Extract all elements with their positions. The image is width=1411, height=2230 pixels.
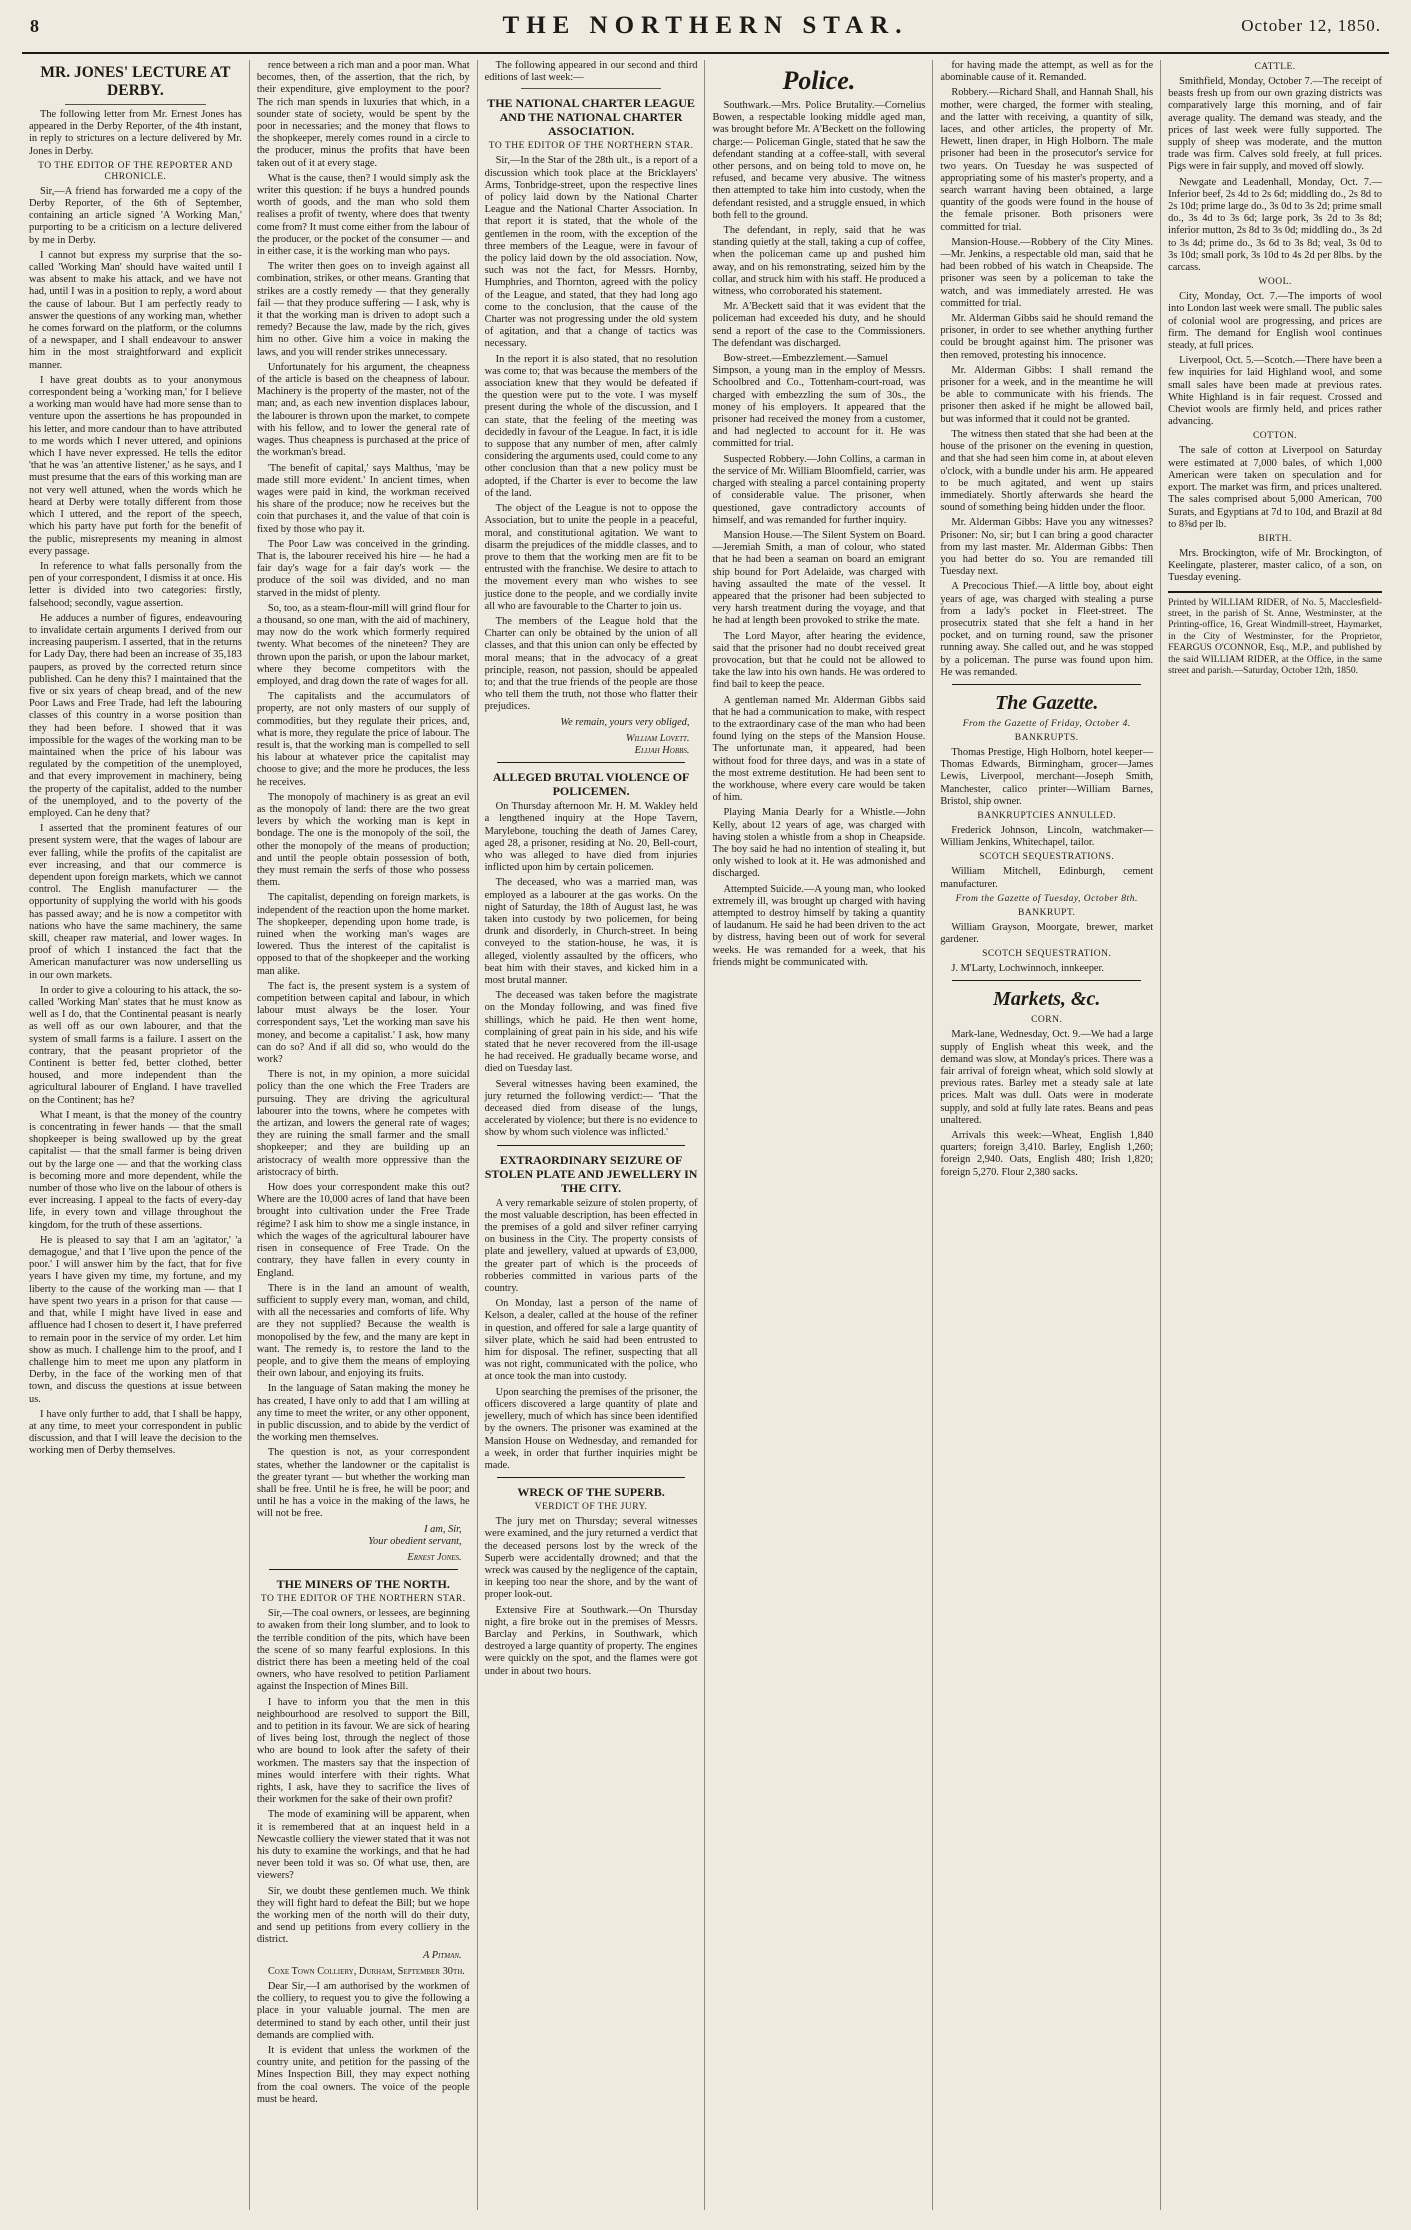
letter-address: TO THE EDITOR OF THE NORTHERN STAR. bbox=[260, 1594, 466, 1605]
subheading: VERDICT OF THE JURY. bbox=[534, 1502, 648, 1513]
paragraph: The witness then stated that she had been at the house of the prisoner on the evening in question, and that she had seen him come in, at about eleven o'clock, with a bundle under his arm. He appeared to be much agitated, and went up stairs immediately. Shortly afterwards she heard the sound of something being hidden under the floor. bbox=[940, 428, 1154, 514]
paragraph: The sale of cotton at Liverpool on Saturday were estimated at 7,000 bales, of which 1,000 American were taken on speculation and for export. The market was firm, and prices unaltered. The sales comprised about 5,000 American, 700 Surats, and Egyptians at 7d to 10d, and Brazil at 8d to 8⅝d per lb. bbox=[1168, 445, 1382, 530]
paragraph: for having made the attempt, as well as for the abominable cause of it. Remanded. bbox=[940, 60, 1154, 84]
printer-imprint: Printed by WILLIAM RIDER, of No. 5, Macclesfield-street, in the parish of St. Anne, Westminster, at the Printing-office, 16, Great Windmill-street, Haymarket, in the City of Westminster, for the Proprietor, FEARGUS O'CONNOR, Esq., M.P., and published by the said WILLIAM RIDER, at the Office, in the same street and parish.—Saturday, October 12th, 1850. bbox=[1168, 591, 1382, 677]
paragraph: Dear Sir,—I am authorised by the workmen of the colliery, to request you to give the following a place in your valuable journal. The men are determined to stand by each other, until their just demands are complied with. bbox=[256, 1981, 470, 2041]
paragraph: Mr. Alderman Gibbs: Have you any witnesses? Prisoner: No, sir; but I can bring a good character from my last master. Mr. Alderman Gibbs: Then you had better do so. You are remanded till Tuesday next. bbox=[940, 517, 1154, 578]
paragraph: Mansion-House.—Robbery of the City Mines.—Mr. Jenkins, a respectable old man, said that he had been robbed of his watch in Cheapside. The prisoner was seen by a policeman to take the watch, and was immediately arrested. He was committed for trial. bbox=[940, 236, 1154, 309]
paragraph: In the language of Satan making the money he has created, I have only to add that I am willing at any time to meet the writer, or any other opponent, in public discussion, and to abide by the verdict of the working men themselves. bbox=[256, 1383, 470, 1444]
letter-signatures: William Lovett. Elijah Hobbs. bbox=[625, 732, 690, 756]
column-4 bbox=[705, 60, 933, 2210]
paragraph: A Precocious Thief.—A little boy, about eight years of age, was charged with stealing a purse from a lady's pocket in Fleet-street. The prosecutrix stated that she felt a hand in her pocket, and on turning round, saw the prisoner running away. She called out, and he was stopped by a policeman. The purse was found upon him. He was remanded. bbox=[940, 581, 1154, 678]
paragraph: Playing Mania Dearly for a Whistle.—John Kelly, about 12 years of age, was charged with having stolen a whistle from a shop in Cheapside. The boy said he had no intention of stealing it, but only wished to look at it. He was admonished and discharged. bbox=[712, 807, 926, 880]
dateline: Coxe Town Colliery, Durham, September 30th. bbox=[267, 1965, 465, 1977]
paragraph: The Poor Law was conceived in the grinding. That is, the labourer received his hire — he had a fair day's wage for a fair day's work — the produce of the soil was divided, and no man starved in the midst of plenty. bbox=[256, 538, 470, 599]
paragraph: The writer then goes on to inveigh against all combination, strikes, or other means. Granting that strikes are a costly remedy — that they generally fail — that they produce suffering — I ask, why is it that the working man is driven to adopt such a remedy? Because the law, made by the rich, gives him no other. Give him a voice in making the laws, and you will render strikes unnecessary. bbox=[256, 261, 470, 358]
paragraph: I have great doubts as to your anonymous correspondent being a 'working man,' for I believe a working man would have had more sense than to venture upon the assertions he has propounded in his letter, and more candour than to have attributed to me words which I never uttered, and opinions which I have never expressed. He tells the editor 'that he was 'an attentive listener,' as he says, and I must presume that the ears of this working man are not very well attuned, when the words which he heard at Derby were totally different from those which I uttered, and the report of the speech, which his party have put forth for the benefit of the public, misrepresents my meaning in almost every passage. bbox=[29, 374, 242, 557]
gazette-date: From the Gazette of Tuesday, October 8th. bbox=[955, 893, 1138, 904]
letter-closing: We remain, yours very obliged, bbox=[560, 716, 690, 728]
headline-wreck-superb: WRECK OF THE SUPERB. bbox=[517, 1485, 665, 1500]
section-label: BANKRUPTCIES ANNULLED. bbox=[977, 810, 1117, 821]
paragraph: Bow-street.—Embezzlement.—Samuel Simpson, a young man in the employ of Messrs. Schoolbred and Co., Tottenham-court-road, was charged with embezzling the sum of 30s., the money of his employers. It appeared that the prisoner had received the money from a customer, and had neglected to account for it. He was committed for trial. bbox=[712, 353, 926, 450]
paragraph: I cannot but express my surprise that the so-called 'Working Man' should have waited until I was absent to make his attack, and we have not had, until I was in a position to reply, a word about the cause of labour. But I am perfectly ready to answer the questions of any working man, whether he comes forward on the platform, or the columns of a newspaper, and I shall endeavour to answer him in the most straightforward and explicit manner. bbox=[29, 249, 242, 371]
column-2 bbox=[250, 60, 478, 2210]
paragraph: City, Monday, Oct. 7.—The imports of wool into London last week were small. The public sales of colonial wool are progressing, and prices are firm. The demand for English wool continues steady, at full prices. bbox=[1168, 291, 1382, 352]
divider bbox=[269, 1569, 458, 1570]
paragraph: The monopoly of machinery is as great an evil as the monopoly of land: there are the two great levers by which the working man is kept in bondage. The one is the monopoly of the soil, the other the monopoly of the means of production; and until the people obtain possession of both, they must remain the serfs of those who possess them. bbox=[256, 791, 470, 889]
section-label: BANKRUPTS. bbox=[1014, 732, 1079, 743]
divider bbox=[497, 1145, 686, 1146]
paragraph: Sir,—In the Star of the 28th ult., is a report of a discussion which took place at the Bricklayers' Arms, Tonbridge-street, upon the respective lines of policy laid down by the National Charter League and the National Charter Association. In that report it is stated, that the whole of the gentlemen in the room, with the exception of the three members of the League, were in favour of the policy laid down by the old association. Now, such was not the fact, for Messrs. Hornby, Humphries, and Thornton, agreed with the policy of the League, and stated, that they had long ago come to the conclusion, that the cause of the Charter was not progressing under the old system of agitation, and that a change of tactics was necessary. bbox=[484, 155, 698, 350]
paragraph: What I meant, is that the money of the country is concentrating in fewer hands — that the small shopkeeper is being swallowed up by the great capitalist — that the small farmer is being driven out by the large one — and that the working class is becoming more and more dependent, while the number of those who live on the labour of others is ever increasing. I appeal to the facts of every-day life, in every town and village throughout the kingdom, for the truth of these assertions. bbox=[29, 1109, 242, 1231]
headline-police: Police. bbox=[782, 66, 856, 95]
paragraph: The object of the League is not to oppose the Association, but to unite the people in a peaceful, moral, and constitutional agitation. We want to disarm the prejudices of the middle classes, and to prove to them that the working men are fit to be entrusted with the franchise. We desire to attach to the movement every man who wishes to see justice done to the people, and we cordially invite all who are favourable to the Charter to join us. bbox=[484, 503, 698, 612]
paragraph: He is pleased to say that I am an 'agitator,' 'a demagogue,' and that I 'live upon the pence of the poor.' I will answer him by the fact, that for five years I have given my time, my fortune, and my liberty to the cause of the working man — that I have spent two years in a prison for that cause — and that, while I might have lived in ease and affluence had I chosen to desert it, I have preferred to remain poor in the service of my order. Let him show as much. I challenge him to the proof, and I challenge him to meet me upon any platform in Derby, in the face of the working men of that town, and discuss the questions at issue between us. bbox=[29, 1234, 242, 1405]
paragraph: rence between a rich man and a poor man. What becomes, then, of the assertion, that the rich, by their expenditure, give employment to the poor? The rich man spends in luxuries that which, in a sounder state of society, would be spent by the poor in necessaries; and the money that flows to the shopkeeper, merely comes round in a circle to the producer, minus the profits that have been taken out of it at every stage. bbox=[256, 60, 470, 169]
section-label: CATTLE. bbox=[1254, 62, 1296, 72]
paragraph: On Monday, last a person of the name of Kelson, a dealer, called at the house of the refiner in question, and offered for sale a large quantity of silver plate, which he said had been entrusted to him for disposal. The refiner, suspecting that all was not right, communicated with the police, who at once took the man into custody. bbox=[484, 1298, 698, 1383]
section-label: SCOTCH SEQUESTRATIONS. bbox=[979, 852, 1115, 863]
paragraph: 'The benefit of capital,' says Malthus, 'may be made still more evident.' In ancient times, when wages were paid in kind, the workman received his share of the produce; now he receives but the coin that purchases it, and the value of that coin is fixed by those who pay it. bbox=[256, 462, 470, 535]
paragraph: Upon searching the premises of the prisoner, the officers discovered a large quantity of plate and jewellery, much of which has since been identified by the owners. The prisoner was examined at the Mansion House on Wednesday, and remanded for a week, in order that further inquiries might be made. bbox=[484, 1386, 698, 1471]
headline-markets: Markets, &c. bbox=[993, 988, 1101, 1011]
newspaper-title: THE NORTHERN STAR. bbox=[502, 12, 909, 39]
divider bbox=[521, 88, 662, 89]
paragraph: The jury met on Thursday; several witnesses were examined, and the jury returned a verdict that the deceased persons lost by the wreck of the Superb were accidentally drowned; and that the wreck was caused by the negligence of the captain, in keeping too near the shore, and by the want of proper look-out. bbox=[484, 1516, 698, 1601]
paragraph: J. M'Larty, Lochwinnoch, innkeeper. bbox=[951, 963, 1105, 975]
paragraph: Arrivals this week:—Wheat, English 1,840 quarters; foreign 3,410. Barley, English 1,260; foreign 2,940. Oats, English 480; Irish 1,820; foreign 5,270. Flour 2,380 sacks. bbox=[940, 1130, 1154, 1178]
gazette-date: From the Gazette of Friday, October 4. bbox=[962, 718, 1131, 729]
paragraph: So, too, as a steam-flour-mill will grind flour for a thousand, so one man, with the aid of machinery, may now do the work which formerly required twenty. What becomes of the nineteen? They are thrown upon the parish, or upon the labour market, where they become competitors with the employed, and drag down the rate of wages for all. bbox=[256, 602, 470, 687]
paragraph: Liverpool, Oct. 5.—Scotch.—There have been a few inquiries for laid Highland wool, and some small sales have been made at previous rates. White Highland is in fair request. Crossed and Cheviot wools are firmly held, and prices rather advancing. bbox=[1168, 355, 1382, 428]
divider bbox=[497, 1477, 686, 1478]
paragraph: The mode of examining will be apparent, when it is remembered that at an inquest held in a Newcastle colliery the viewer stated that it was not his duty to examine the workings, and that he had never been told it was so. Of what use, then, are viewers? bbox=[256, 1809, 470, 1882]
section-label: BANKRUPT. bbox=[1018, 907, 1076, 918]
paragraph: In order to give a colouring to his attack, the so-called 'Working Man' states that he must know as well as I do, that the Continental peasant is nearly as well off as our own labourer, and that the system of small farms is a failure. I assert on the contrary, that the peasant proprietor of the Continent is better fed, better clothed, better housed, and more independent than the agricultural labourer of England. I have travelled on the Continent; has he? bbox=[29, 984, 242, 1106]
paragraph: Extensive Fire at Southwark.—On Thursday night, a fire broke out in the premises of Messrs. Barclay and Perkins, in Southwark, which destroyed a large quantity of property. The engines were quickly on the spot, and the flames were got under in about two hours. bbox=[484, 1604, 698, 1677]
paragraph: The defendant, in reply, said that he was standing quietly at the stall, taking a cup of coffee, when the policeman came up and pushed him away, and on his remonstrating, seized him by the collar, and struck him with his staff. He produced a witness, who corroborated his statement. bbox=[712, 225, 926, 298]
column-3 bbox=[478, 60, 706, 2210]
issue-date: October 12, 1850. bbox=[1241, 16, 1381, 35]
paragraph: Suspected Robbery.—John Collins, a carman in the service of Mr. William Bloomfield, carrier, was charged with stealing a parcel containing property of considerable value. The prisoner, when questioned, gave contradictory accounts of himself, and was remanded for further inquiry. bbox=[712, 453, 926, 526]
section-label: COTTON. bbox=[1252, 431, 1298, 442]
paragraph: He adduces a number of figures, endeavouring to invalidate certain arguments I derived from our increasing pauperism. I asserted, that in the returns for Lady Day, there had been an increase of 35,183 paupers, as proved by the corrected return since published. Can he deny this? I maintained that the five or six years of cheap bread, and of the new Poor Laws and Free Trade, had left the labouring classes of this country in a worse position than they had been before. I showed that it was impossible for the wages of the working man to be maintained when the price of his labour was regulated by the competition of the unemployed, and that every improvement in machinery, being the property of the capitalist, added to the number of the unemployed, and to the poverty of the employed. Can he deny that? bbox=[29, 612, 242, 819]
letter-signature: Ernest Jones. bbox=[407, 1551, 462, 1563]
paragraph: Newgate and Leadenhall, Monday, Oct. 7.—Inferior beef, 2s 4d to 2s 6d; middling do., 2s 8d to 2s 10d; prime large do., 3s 0d to 3s 2d; prime small do., 3s 4d to 3s 6d; large pork, 3s 2d to 3s 8d; inferior mutton, 2s 8d to 3s 0d; middling do., 3s 2d to 3s 4d; prime do., 3s 6d to 3s 8d; veal, 3s 0d to 3s 10d; small pork, 3s 10d to 4s 2d per 8lbs. by the carcass. bbox=[1168, 176, 1382, 274]
paragraph: A gentleman named Mr. Alderman Gibbs said that he had a communication to make, with respect to the extraordinary case of the man who had been found lying on the steps of the Mansion House. The unfortunate man, it appeared, had been without food for three days, and was in a state of the most extreme destitution. He had been sent to the workhouse, where every care would be taken of him. bbox=[712, 694, 926, 804]
column-6 bbox=[1161, 60, 1389, 2210]
headline-police-violence: ALLEGED BRUTAL VIOLENCE OF POLICEMEN. bbox=[492, 770, 690, 799]
page-number: 8 bbox=[30, 16, 39, 36]
paragraph: Robbery.—Richard Shall, and Hannah Shall, his mother, were charged, the former with stealing, and the latter with receiving, a quantity of silk, laces, and other articles, the property of Mr. Hewett, linen draper, in High Holborn. The male prisoner had been in the prosecutor's service for two years. On Tuesday he was suspected of appropriating some of his master's property, and a search warrant having been obtained, a large quantity of the goods were found in the house of the female prisoner. Both prisoners were committed for trial. bbox=[940, 87, 1154, 233]
paragraph: Unfortunately for his argument, the cheapness of the article is based on the cheapness of labour. Machinery is the property of the master, not of the man; and, as each new invention displaces labour, the labourer is thrown upon the market, to compete with his fellow, and to lower the general rate of wages. Thus cheapness is purchased at the price of the workman's bread. bbox=[256, 361, 470, 459]
divider bbox=[952, 684, 1141, 685]
paragraph: Thomas Prestige, High Holborn, hotel keeper—Thomas Edwards, Birmingham, grocer—James Lewis, Liverpool, merchant—Joseph Smith, Manchester, calico printer—William Barnes, Bristol, ship owner. bbox=[940, 746, 1154, 807]
section-label: CORN. bbox=[1031, 1015, 1063, 1026]
paragraph: Mr. Alderman Gibbs: I shall remand the prisoner for a week, and in the meantime he will be able to communicate with his friends. The prisoner then asked if he might be allowed bail, but was informed that it could not be granted. bbox=[940, 364, 1154, 425]
paragraph: Sir,—The coal owners, or lessees, are beginning to awaken from their long slumber, and to look to the terrible condition of the pits, which have been the scene of so many fearful explosions. In this district there has been a meeting held of the coal owners, who have resolved to petition Parliament against the Inspection of Mines Bill. bbox=[256, 1608, 470, 1693]
paragraph: In reference to what falls personally from the pen of your correspondent, I dismiss it at once. His letter is divided into two categories: firstly, falsehood; secondly, vague assertion. bbox=[29, 560, 242, 609]
paragraph: It is evident that unless the workmen of the country unite, and petition for the passing of the Mines Inspection Bill, they may expect nothing from the coal owners. The voice of the people must be heard. bbox=[256, 2045, 470, 2105]
column-5 bbox=[933, 60, 1161, 2210]
paragraph: Sir, we doubt these gentlemen much. We think they will fight hard to defeat the Bill; but we hope the working men of the north will do their duty, and send up petitions from every colliery in the district. bbox=[256, 1885, 470, 1946]
paragraph: The question is not, as your correspondent states, whether the landowner or the capitalist is the greater tyrant — but whether the working man shall be free. Until he is free, he will be poor; and until he has a voice in the making of the laws, he will not be free. bbox=[256, 1447, 470, 1520]
paragraph: Mark-lane, Wednesday, Oct. 9.—We had a large supply of English wheat this week, and the demand was slow, at Monday's prices. There was a fair arrival of foreign wheat, which sold slowly at previous rates. Barley met a steady sale at late prices. Malt was dull. Oats were in moderate supply, and sold at fully late rates. Beans and peas unaltered. bbox=[940, 1029, 1154, 1126]
paragraph: Smithfield, Monday, October 7.—The receipt of beasts fresh up from our own grazing districts was comparatively large this morning, and of fair average quality. The demand was steady, and the prices of last week were fully supported. The supply of sheep was moderate, and the mutton trade was firm. Calves sold freely, at full prices. Pigs were in fair supply, and moved off slowly. bbox=[1168, 76, 1382, 173]
column-1 bbox=[22, 60, 250, 2210]
paragraph: The capitalists and the accumulators of property, are not only masters of our supply of commodities, but they regulate their prices, and, what is more, they regulate the price of labour. The result is, that the working man is compelled to sell his labour at whatever price the capitalist may choose to give; and the more he produces, the less he receives. bbox=[256, 691, 470, 788]
article-columns bbox=[22, 60, 1389, 2210]
section-label: SCOTCH SEQUESTRATION. bbox=[982, 949, 1112, 960]
section-label: WOOL. bbox=[1258, 277, 1292, 288]
paragraph: Mansion House.—The Silent System on Board.—Jeremiah Smith, a man of colour, who stated that he had been a seaman on board an emigrant ship bound for Port Adelaide, was charged with having assaulted the mate of the vessel. It appeared that the prisoner had been subjected to very harsh treatment during the voyage, and that he had at length been provoked to strike the mate. bbox=[712, 529, 926, 627]
paragraph: The fact is, the present system is a system of competition between capital and labour, in which labour must always be the loser. Your correspondent says, 'Let the working man save his money, and become a capitalist.' I ask, how many can do so? And if all did so, who would do the work? bbox=[256, 980, 470, 1066]
headline-jones-lecture: MR. JONES' LECTURE AT DERBY. bbox=[40, 64, 231, 99]
letter-address: TO THE EDITOR OF THE REPORTER AND CHRONICLE. bbox=[38, 160, 233, 182]
paragraph: Attempted Suicide.—A young man, who looked extremely ill, was brought up charged with having attempted to destroy himself by taking a quantity of laudanum. He said he had been driven to the act by distress, having been out of work for several weeks. He was remanded for a week, that his friends might be communicated with. bbox=[712, 883, 926, 968]
headline-charter-league: THE NATIONAL CHARTER LEAGUE AND THE NATIONAL CHARTER ASSOCIATION. bbox=[487, 96, 695, 139]
paragraph: In the report it is also stated, that no resolution was come to; that was because the members of the association knew that they would be defeated if the question were put to the vote. I was myself present during the whole of the discussion, and I can state, that the feeling of the meeting was decidedly in favour of the League. In fact, it is idle to suppose that any number of men, after calmly considering the arguments used, could come to any other conclusion than that a new policy must be adopted, if the Charter is ever to become the law of the land. bbox=[484, 353, 698, 499]
paragraph: Mr. A'Beckett said that it was evident that the policeman had exceeded his duty, and he should send a report of the case to the Commissioners. The defendant was discharged. bbox=[712, 301, 926, 349]
paragraph: A very remarkable seizure of stolen property, of the most valuable description, has been effected in the premises of a gold and silver refiner carrying on business in the City. The property consists of plate and jewellery, valued at upwards of £3,000, the greater part of which is the proceeds of robberies committed in various parts of the country. bbox=[484, 1197, 698, 1295]
paragraph: There is not, in my opinion, a more suicidal policy than the one which the Free Traders are pursuing. They are driving the agricultural labourer into the towns, where he competes with the artizan, and lowers the general rate of wages; they are ruining the small farmer and the small shopkeeper; and they are building up an aristocracy of wealth more oppressive than the aristocracy of birth. bbox=[256, 1069, 470, 1178]
paragraph: The deceased was taken before the magistrate on the Monday following, and was fined five shillings, which he paid. He then went home, complaining of great pain in his side, and his wife stated that he never recovered from the ill-usage he had received. He gradually became worse, and died on Tuesday last. bbox=[484, 990, 698, 1075]
paragraph: I have only further to add, that I shall be happy, at any time, to meet your correspondent in public discussion, and that I will leave the decision to the working men of Derby themselves. bbox=[29, 1408, 242, 1457]
paragraph: There is in the land an amount of wealth, sufficient to supply every man, woman, and child, with all the necessaries and comforts of life. Why are they not supplied? Because the wealth is monopolised by the few, and the many are kept in want. The remedy is, to restore the land to the people, and to give them the means of employing their own labour, and enjoying its fruits. bbox=[256, 1282, 470, 1380]
paragraph: The Lord Mayor, after hearing the evidence, said that the prisoner had no doubt received great provocation, but that he could not be allowed to take the law into his own hands. He was ordered to find bail to keep the peace. bbox=[712, 630, 926, 691]
paragraph: The deceased, who was a married man, was employed as a labourer at the gas works. On the night of Saturday, the 18th of August last, he was taken into custody by two policemen, for being drunk and disorderly, in Church-street. In being conveyed to the station-house, he was, it is alleged, violently assaulted by the officers, who beat him with their staves, and kicked him in a most brutal manner. bbox=[484, 877, 698, 986]
article-intro: The following letter from Mr. Ernest Jones has appeared in the Derby Reporter, of the 4th instant, in reply to strictures on a lecture delivered by Mr. Jones in Derby. bbox=[29, 109, 242, 157]
divider bbox=[497, 762, 686, 763]
paragraph: Mrs. Brockington, wife of Mr. Brockington, of Keelingate, plasterer, master calico, of a son, on Tuesday evening. bbox=[1168, 547, 1382, 584]
masthead bbox=[22, 10, 1389, 54]
paragraph: Sir,—A friend has forwarded me a copy of the Derby Reporter, of the 6th of September, containing an article signed 'A Working Man,' purporting to be a criticism on a lecture delivered by me in Derby. bbox=[29, 185, 242, 246]
paragraph: The capitalist, depending on foreign markets, is independent of the reaction upon the home market. The shopkeeper, depending upon home trade, is ruined when the working man's wages are lowered. Thus the interest of the capitalist is opposed to that of the shopkeeper and the working man alike. bbox=[256, 892, 470, 977]
paragraph: Mr. Alderman Gibbs said he should remand the prisoner, in order to see whether anything further could be brought against him. The prisoner was then removed, protesting his innocence. bbox=[940, 313, 1154, 361]
paragraph: What is the cause, then? I would simply ask the writer this question: if he buys a hundred pounds worth of goods, and the man who sold them realises a profit of twenty, where does that twenty come from? It must come either from the labour of the producer, or the pocket of the consumer — and in either case, it is the working man who pays. bbox=[256, 172, 470, 258]
section-label: BIRTH. bbox=[1258, 533, 1292, 544]
paragraph: How does your correspondent make this out? Where are the 10,000 acres of land that have been brought into cultivation under the Free Trade régime? I ask him to show me a single instance, in which the wages of the agricultural labourer have risen in consequence of Free Trade. On the contrary, they have fallen in every county in England. bbox=[256, 1182, 470, 1279]
paragraph: Southwark.—Mrs. Police Brutality.—Cornelius Bowen, a respectable looking middle aged man, was brought before Mr. A'Beckett on the following charge:— Policeman Gingle, stated that he saw the defendant standing at a coffee-stall, with several other persons, and on being told to move on, he refused, and became very abusive. The witness then attempted to take him into custody, when the defendant resisted, and a struggle ensued, in which both fell to the ground. bbox=[712, 100, 926, 221]
paragraph: William Mitchell, Edinburgh, cement manufacturer. bbox=[940, 866, 1154, 890]
headline-gazette: The Gazette. bbox=[995, 691, 1099, 714]
letter-address: TO THE EDITOR OF THE NORTHERN STAR. bbox=[488, 141, 694, 152]
paragraph: I have to inform you that the men in this neighbourhood are resolved to support the Bill, and to petition in its favour. We are sick of hearing of lives being lost, through the neglect of those who are bound to look after the safety of their workmen. The masters say that the inspection of mines would interfere with their rights. What rights, I ask, have they to sacrifice the lives of their workmen for the sake of their own profit? bbox=[256, 1696, 470, 1806]
paragraph: The members of the League hold that the Charter can only be obtained by the union of all classes, and that this union can only be effected by moral means; that in the advocacy of a great principle, reason, not passion, should be appealed to; and that the true friends of the people are those who tell them the truth, not those who flatter their prejudices. bbox=[484, 615, 698, 713]
paragraph: Several witnesses having been examined, the jury returned the following verdict:— 'That the deceased died from disease of the lungs, accelerated by violence; but there is no evidence to show by whom such violence was inflicted.' bbox=[484, 1078, 698, 1139]
paragraph: Frederick Johnson, Lincoln, watchmaker—William Jenkins, Whitechapel, tailor. bbox=[940, 824, 1154, 849]
paragraph: I asserted that the prominent features of our present system were, that the wages of labour are ever falling, while the profits of the capitalist are ever increasing, and that our commerce is dependent upon foreign markets, which we cannot control. The English manufacturer — the opportunity of supplying the world with his goods has passed away; and he is now a competitor with nations who have the same machinery, the same skill, cheaper raw material, and lower wages. In proof of which I instanced the fact that the American manufacturer was now underselling us in our own markets. bbox=[29, 823, 242, 981]
letter-closing: I am, Sir, Your obedient servant, bbox=[368, 1523, 462, 1547]
headline-stolen-plate: EXTRAORDINARY SEIZURE OF STOLEN PLATE AND JEWELLERY IN THE CITY. bbox=[484, 1152, 698, 1195]
divider bbox=[952, 980, 1141, 981]
letter-signature: A Pitman. bbox=[422, 1949, 462, 1961]
paragraph: William Grayson, Moorgate, brewer, market gardener. bbox=[940, 921, 1154, 945]
paragraph: On Thursday afternoon Mr. H. M. Wakley held a lengthened inquiry at the Hope Tavern, Marylebone, touching the death of James Carey, aged 28, a prisoner, residing at No. 20, Bell-court, who was alleged to have died from injuries inflicted upon him by certain policemen. bbox=[484, 801, 698, 874]
divider bbox=[65, 104, 206, 105]
article-intro: The following appeared in our second and third editions of last week:— bbox=[484, 60, 698, 84]
headline-miners: THE MINERS OF THE NORTH. bbox=[276, 1577, 450, 1592]
